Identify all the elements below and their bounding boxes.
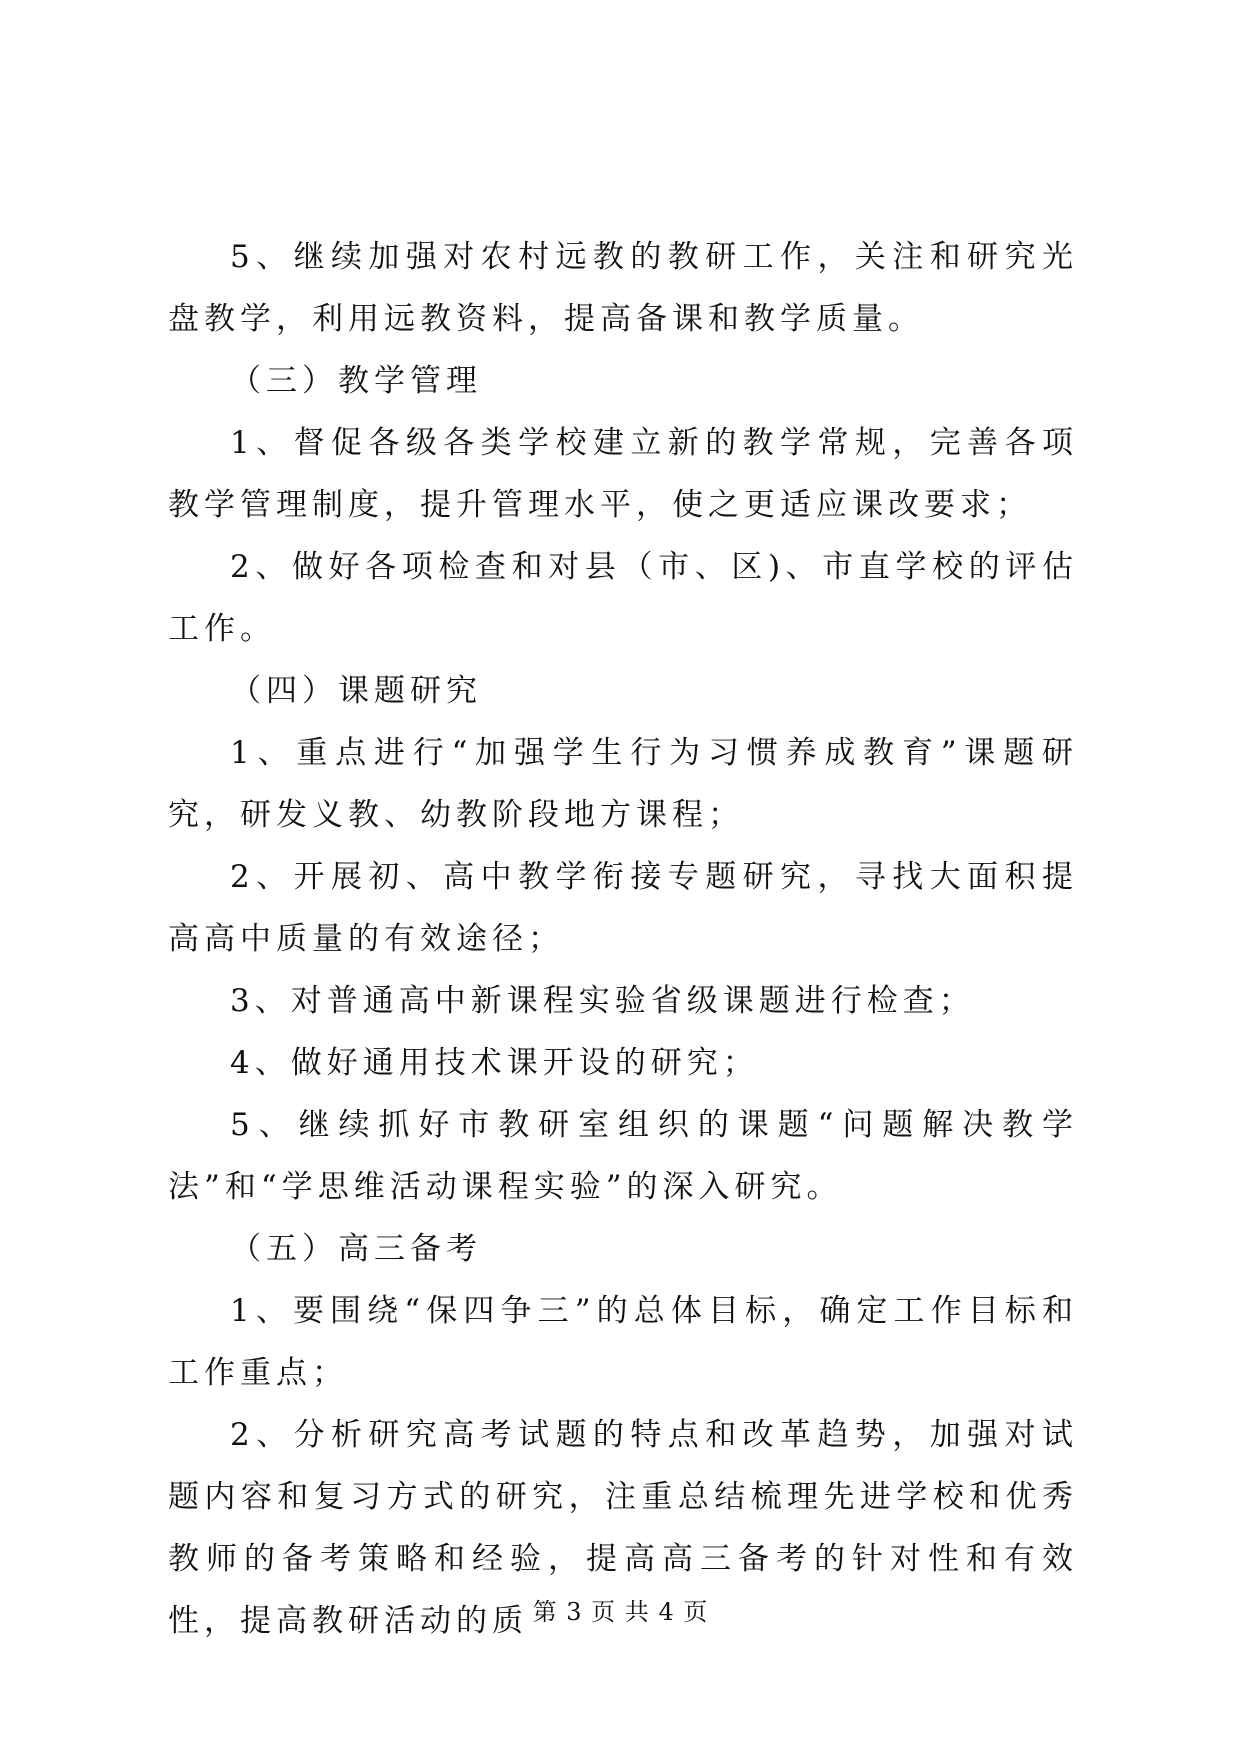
paragraph: 4、做好通用技术课开设的研究； <box>230 1045 759 1081</box>
paragraph: 1、督促各级各类学校建立新的教学常规，完善各项教学管理制度，提升管理水平，使之更适应课改要求； <box>168 425 1078 523</box>
paragraph: 2、做好各项检查和对县（市、区)、市直学校的评估工作。 <box>168 549 1078 647</box>
section-heading: （三）教学管理 <box>230 363 482 399</box>
document-body <box>168 226 1078 1652</box>
paragraph: 2、开展初、高中教学衔接专题研究，寻找大面积提高高中质量的有效途径； <box>168 859 1078 957</box>
paragraph: 2、分析研究高考试题的特点和改革趋势，加强对试题内容和复习方式的研究，注重总结梳理先进学校和优秀教师的备考策略和经验，提高高三备考的针对性和有效性，提高教研活动的质 <box>168 1417 1078 1639</box>
paragraph: 1、要围绕“保四争三”的总体目标，确定工作目标和工作重点； <box>168 1293 1078 1391</box>
paragraph: 3、对普通高中新课程实验省级课题进行检查； <box>230 983 975 1019</box>
paragraph: 1、重点进行“加强学生行为习惯养成教育”课题研究，研发义教、幼教阶段地方课程； <box>168 735 1078 833</box>
section-heading: （五）高三备考 <box>230 1231 482 1267</box>
paragraph: 5、继续加强对农村远教的教研工作，关注和研究光盘教学，利用远教资料，提高备课和教学质量。 <box>168 239 1078 337</box>
section-heading: （四）课题研究 <box>230 673 482 709</box>
page-footer: 第 3 页 共 4 页 <box>532 1598 709 1626</box>
paragraph: 5、继续抓好市教研室组织的课题“问题解决教学法”和“学思维活动课程实验”的深入研究。 <box>168 1107 1078 1205</box>
